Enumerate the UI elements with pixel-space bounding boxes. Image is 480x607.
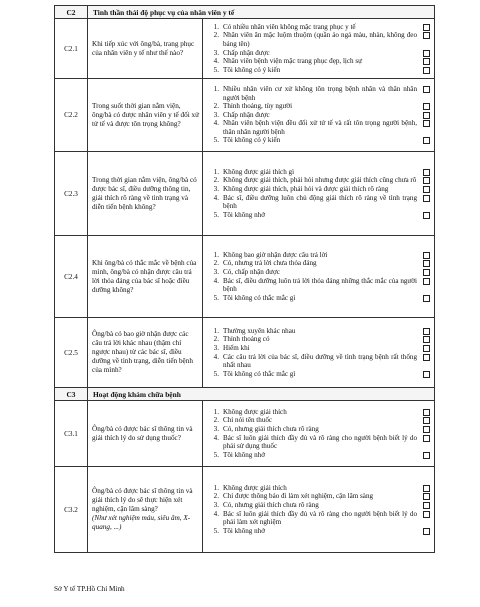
- option-number: 5.: [213, 65, 219, 74]
- page-footer: Sở Y tế TP.Hồ Chí Minh: [54, 585, 125, 593]
- checkbox[interactable]: [423, 278, 430, 285]
- checkbox[interactable]: [423, 50, 430, 57]
- option-number: 3.: [213, 267, 219, 276]
- answer-option: [203, 66, 434, 75]
- checkbox[interactable]: [423, 485, 430, 492]
- question-code: C3.2: [55, 467, 88, 553]
- checkbox[interactable]: [423, 452, 430, 459]
- answer-option: [203, 268, 434, 277]
- option-number: 5.: [213, 526, 219, 535]
- survey-table: [54, 5, 435, 553]
- answer-option: [203, 31, 434, 48]
- checkbox[interactable]: [423, 371, 430, 378]
- option-text: Thỉnh thoảng có: [223, 335, 270, 344]
- answer-option: [203, 510, 434, 527]
- answer-option: [203, 353, 434, 370]
- checkbox[interactable]: [423, 195, 430, 202]
- answer-option: [203, 370, 434, 379]
- option-text: Có, nhưng giải thích chưa rõ ràng: [223, 424, 319, 433]
- question-cell: [88, 79, 203, 152]
- question-text: Ông/bà có được bác sĩ thông tin và giải thích lý do sử dụng thuốc?: [92, 424, 193, 442]
- option-text: Bác sĩ luôn giải thích đầy đủ và rõ ràng cho người bệnh biết lý do phải làm xét nghiệm: [223, 509, 417, 527]
- answer-options: [203, 467, 435, 553]
- option-text: Không được giải thích: [223, 483, 287, 492]
- question-text: Trong thời gian nằm viện, ông/bà có được bác sĩ, điều dưỡng thông tin, giải thích rõ ràng về tình trạng và diễn tiến bệnh không?: [92, 175, 197, 211]
- question-code: C3.1: [55, 401, 88, 467]
- checkbox[interactable]: [423, 186, 430, 193]
- option-text: Tôi không nhớ: [223, 450, 265, 459]
- option-number: 4.: [213, 193, 219, 202]
- option-text: Tôi không có thắc mắc gì: [223, 369, 296, 378]
- checkbox[interactable]: [423, 58, 430, 65]
- checkbox[interactable]: [423, 409, 430, 416]
- question-cell: [88, 467, 203, 553]
- option-text: Chỉ nói tên thuốc: [223, 416, 273, 425]
- option-text: Bác sĩ, điều dưỡng luôn trả lời thỏa đáng những thắc mắc của người bệnh: [223, 276, 417, 294]
- answer-option: [203, 211, 434, 220]
- checkbox[interactable]: [423, 336, 430, 343]
- answer-option: [203, 102, 434, 111]
- question-text: Khi ông/bà có thắc mắc về bệnh của mình, ông/bà có nhận được câu trả lời thỏa đáng của bác sĩ hoặc điều dưỡng không?: [92, 258, 197, 294]
- answer-option: [203, 57, 434, 66]
- option-text: Có, chấp nhận được: [223, 267, 280, 276]
- option-text: Chấp nhận được: [223, 48, 270, 57]
- question-row: [55, 467, 435, 553]
- checkbox[interactable]: [423, 502, 430, 509]
- checkbox[interactable]: [423, 354, 430, 361]
- option-number: 5.: [213, 293, 219, 302]
- answer-options: [203, 401, 435, 467]
- question-cell: [88, 401, 203, 467]
- question-text: Khi tiếp xúc với ông/bà, trang phục của nhân viên y tế như thế nào?: [92, 39, 195, 57]
- option-text: Không được giải thích, phải hỏi nhưng được giải thích cũng chưa rõ: [223, 176, 417, 185]
- checkbox[interactable]: [423, 435, 430, 442]
- answer-option: [203, 416, 434, 425]
- option-text: Nhân viên bệnh viện mặc trang phục đẹp, lịch sự: [223, 57, 362, 66]
- answer-option: [203, 85, 434, 102]
- question-row: [55, 318, 435, 388]
- question-code: C2.4: [55, 236, 88, 318]
- answer-option: [203, 294, 434, 303]
- option-number: 2.: [213, 31, 219, 40]
- question-code: C2.3: [55, 152, 88, 236]
- option-number: 1.: [213, 84, 219, 93]
- question-text: Ông/bà có bao giờ nhận được các câu trả lời khác nhau (thậm chí ngược nhau) từ các bác sĩ, điều dưỡng về tình trạng, diễn tiến bệnh của mình?: [92, 330, 193, 374]
- question-row: [55, 19, 435, 79]
- checkbox[interactable]: [423, 120, 430, 127]
- option-text: Không được giải thích: [223, 407, 287, 416]
- option-number: 1.: [213, 483, 219, 492]
- option-text: Tôi không có ý kiến: [223, 136, 281, 145]
- option-text: Tôi không nhớ: [223, 210, 265, 219]
- answer-option: [203, 527, 434, 536]
- option-text: Nhân viên bệnh viện đều đối xử tử tế và rất tôn trọng người bệnh, thân nhân người bệnh: [223, 119, 417, 136]
- answer-option: [203, 49, 434, 58]
- option-number: 5.: [213, 136, 219, 145]
- option-number: 4.: [213, 119, 219, 128]
- answer-option: [203, 501, 434, 510]
- option-number: 2.: [213, 416, 219, 425]
- option-number: 3.: [213, 500, 219, 509]
- answer-option: [203, 111, 434, 120]
- checkbox[interactable]: [423, 426, 430, 433]
- checkbox[interactable]: [423, 177, 430, 184]
- checkbox[interactable]: [423, 137, 430, 144]
- answer-option: [203, 484, 434, 493]
- checkbox[interactable]: [423, 295, 430, 302]
- option-number: 2.: [213, 335, 219, 344]
- section-title: Hoạt động khám chữa bệnh: [88, 388, 435, 401]
- option-number: 2.: [213, 492, 219, 501]
- question-cell: [88, 152, 203, 236]
- question-row: [55, 236, 435, 318]
- option-text: Tôi không có ý kiến: [223, 65, 281, 74]
- option-number: 3.: [213, 48, 219, 57]
- answer-option: [203, 136, 434, 145]
- question-cell: [88, 19, 203, 79]
- checkbox[interactable]: [423, 212, 430, 219]
- checkbox[interactable]: [423, 86, 430, 93]
- checkbox[interactable]: [423, 345, 430, 352]
- option-number: 1.: [213, 326, 219, 335]
- answer-option: [203, 119, 434, 136]
- option-number: 1.: [213, 167, 219, 176]
- answer-options: [203, 318, 435, 388]
- option-number: 1.: [213, 250, 219, 259]
- question-row: [55, 79, 435, 152]
- option-number: 1.: [213, 22, 219, 31]
- section-code: C3: [55, 388, 88, 401]
- option-number: 5.: [213, 210, 219, 219]
- option-text: Thỉnh thoảng, tùy người: [223, 102, 293, 111]
- checkbox[interactable]: [423, 417, 430, 424]
- checkbox[interactable]: [423, 103, 430, 110]
- checkbox[interactable]: [423, 511, 430, 518]
- option-text: Có nhiều nhân viên không mặc trang phục y tế: [223, 22, 356, 31]
- answer-option: [203, 23, 434, 32]
- checkbox[interactable]: [423, 252, 430, 259]
- answer-option: [203, 251, 434, 260]
- section-header-row: [55, 388, 435, 401]
- option-number: 4.: [213, 352, 219, 361]
- checkbox[interactable]: [423, 528, 430, 535]
- option-text: Thường xuyên khác nhau: [223, 326, 296, 335]
- question-cell: [88, 318, 203, 388]
- answer-options: [203, 79, 435, 152]
- option-text: Chỉ được thông báo đi làm xét nghiệm, cận lâm sàng: [223, 492, 374, 501]
- option-number: 4.: [213, 509, 219, 518]
- option-text: Tôi không nhớ: [223, 526, 265, 535]
- question-note: (Như xét nghiệm máu, siêu âm, X-quang, ...): [92, 514, 191, 531]
- question-row: [55, 152, 435, 236]
- option-number: 2.: [213, 259, 219, 268]
- option-text: Các câu trả lời của bác sĩ, điều dưỡng về tình trạng bệnh rất thống nhất nhau: [223, 352, 417, 370]
- option-number: 3.: [213, 110, 219, 119]
- question-row: [55, 401, 435, 467]
- answer-option: [203, 194, 434, 211]
- option-text: Chấp nhận được: [223, 110, 270, 119]
- option-text: Nhiều nhân viên cư xử không tôn trọng bệnh nhân và thân nhân người bệnh: [223, 84, 417, 102]
- answer-option: [203, 277, 434, 294]
- option-number: 5.: [213, 450, 219, 459]
- answer-option: [203, 408, 434, 417]
- option-text: Tôi không có thắc mắc gì: [223, 293, 296, 302]
- question-code: C2.2: [55, 79, 88, 152]
- section-code: C2: [55, 6, 88, 19]
- option-number: 4.: [213, 276, 219, 285]
- option-number: 3.: [213, 424, 219, 433]
- checkbox[interactable]: [423, 269, 430, 276]
- answer-options: [203, 19, 435, 79]
- option-text: Hiếm khi: [223, 343, 250, 352]
- checkbox[interactable]: [423, 24, 430, 31]
- option-text: Không được giải thích, phải hỏi và được giải thích rõ ràng: [223, 184, 389, 193]
- section-header-row: [55, 6, 435, 19]
- option-number: 1.: [213, 407, 219, 416]
- answer-option: [203, 425, 434, 434]
- checkbox[interactable]: [423, 328, 430, 335]
- answer-option: [203, 327, 434, 336]
- option-number: 4.: [213, 57, 219, 66]
- question-text: Trong suốt thời gian nằm viện, ông/bà có được nhân viên y tế đối xử tử tế và được tôn trọng không?: [92, 101, 200, 128]
- option-text: Có, nhưng giải thích chưa rõ ràng: [223, 500, 319, 509]
- option-text: Có, nhưng trả lời chưa thỏa đáng: [223, 259, 317, 268]
- option-text: Không bao giờ nhận được câu trả lời: [223, 250, 328, 259]
- option-number: 2.: [213, 176, 219, 185]
- option-number: 2.: [213, 102, 219, 111]
- checkbox[interactable]: [423, 169, 430, 176]
- option-number: 4.: [213, 433, 219, 442]
- answer-option: [203, 344, 434, 353]
- answer-option: [203, 185, 434, 194]
- checkbox[interactable]: [423, 260, 430, 267]
- answer-option: [203, 335, 434, 344]
- answer-option: [203, 259, 434, 268]
- option-text: Nhân viên ăn mặc luộm thuộm (quần áo ngả màu, nhàn, không đeo bảng tên): [223, 31, 417, 48]
- checkbox[interactable]: [423, 32, 430, 39]
- answer-option: [203, 176, 434, 185]
- answer-options: [203, 236, 435, 318]
- answer-option: [203, 451, 434, 460]
- answer-option: [203, 168, 434, 177]
- option-number: 5.: [213, 369, 219, 378]
- option-text: Không được giải thích gì: [223, 167, 295, 176]
- question-code: C2.5: [55, 318, 88, 388]
- checkbox[interactable]: [423, 493, 430, 500]
- option-number: 3.: [213, 184, 219, 193]
- answer-option: [203, 492, 434, 501]
- answer-options: [203, 152, 435, 236]
- answer-option: [203, 434, 434, 451]
- checkbox[interactable]: [423, 67, 430, 74]
- checkbox[interactable]: [423, 112, 430, 119]
- option-number: 3.: [213, 343, 219, 352]
- section-title: Tinh thần thái độ phục vụ của nhân viên y tế: [88, 6, 435, 19]
- question-code: C2.1: [55, 19, 88, 79]
- option-text: Bác sĩ luôn giải thích đầy đủ và rõ ràng cho người bệnh biết lý do phải sử dụng thuốc: [223, 433, 417, 451]
- question-cell: [88, 236, 203, 318]
- option-text: Bác sĩ, điều dưỡng luôn chủ động giải thích rõ ràng về tình trạng bệnh: [223, 193, 417, 211]
- question-text: Ông/bà có được bác sĩ thông tin và giải thích lý do sẽ thực hiện xét nghiệm, cận lâm sàng?: [92, 487, 193, 513]
